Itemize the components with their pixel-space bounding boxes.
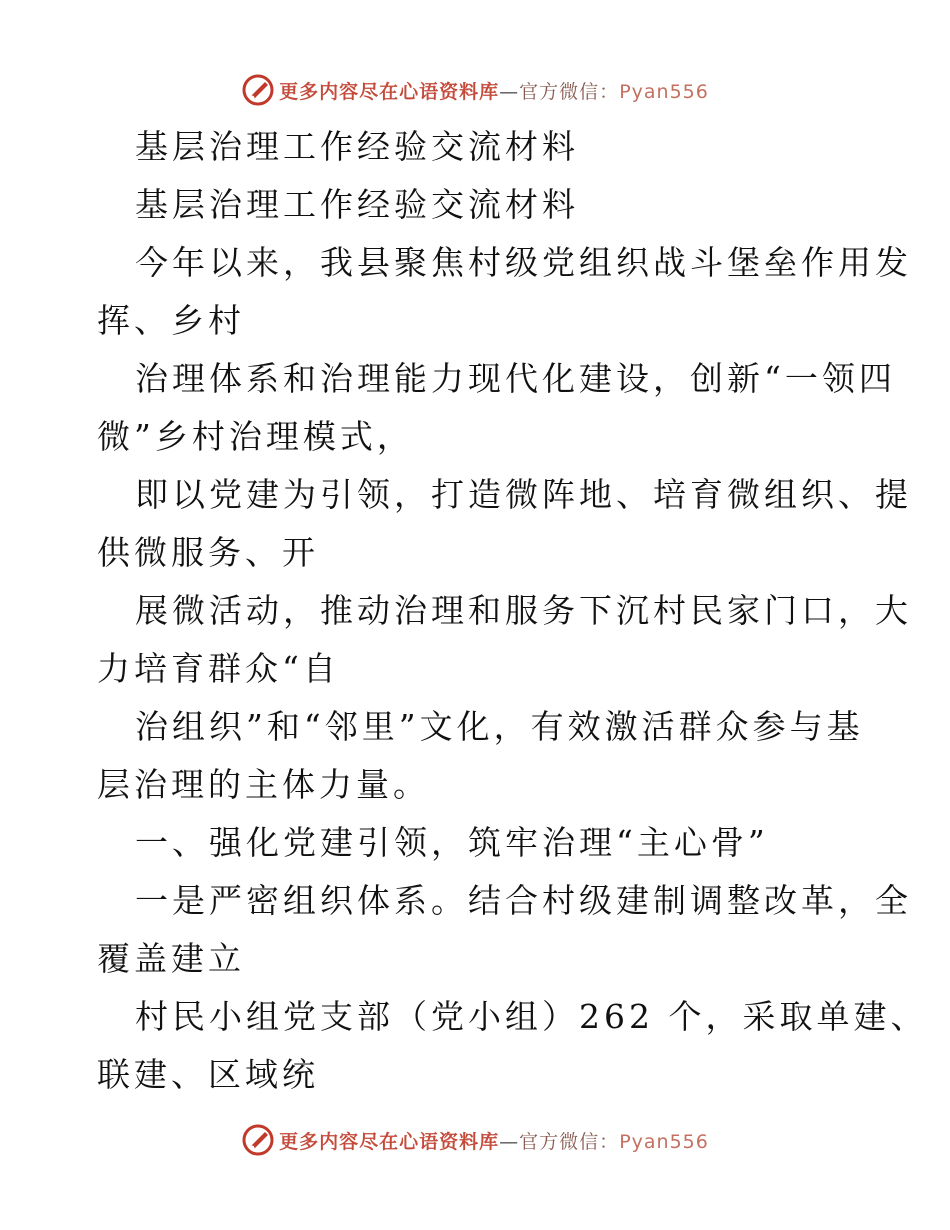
doc-line: 治理体系和治理能力现代化建设，创新“一领四 xyxy=(135,359,896,398)
doc-line: 即以党建为引领，打造微阵地、培育微组织、提 xyxy=(135,475,912,514)
doc-line: 覆盖建立 xyxy=(97,939,245,978)
doc-line: 村民小组党支部（党小组）262 个，采取单建、 xyxy=(135,997,928,1036)
doc-line: 治组织”和“邻里”文化，有效激活群众参与基 xyxy=(135,707,864,746)
doc-line: 一是严密组织体系。结合村级建制调整改革，全 xyxy=(135,881,912,920)
doc-line: 挥、乡村 xyxy=(97,301,245,340)
doc-title: 基层治理工作经验交流材料 xyxy=(135,127,579,166)
banner-text xyxy=(279,77,709,104)
banner-separator: — xyxy=(499,80,520,103)
banner-wechat-label: 官方微信： xyxy=(519,80,620,103)
header-banner xyxy=(0,70,950,110)
banner-wechat-label: 官方微信： xyxy=(519,1130,620,1153)
banner-site: 更多内容尽在心语资料库 xyxy=(279,80,500,103)
doc-line: 展微活动，推动治理和服务下沉村民家门口，大 xyxy=(135,591,912,630)
doc-line: 联建、区域统 xyxy=(97,1055,319,1094)
library-logo-icon xyxy=(241,73,275,107)
banner-wechat-id: Pyan556 xyxy=(619,1130,709,1153)
doc-subtitle: 基层治理工作经验交流材料 xyxy=(135,185,579,224)
library-logo-icon xyxy=(241,1123,275,1157)
banner-separator: — xyxy=(499,1130,520,1153)
doc-line: 今年以来，我县聚焦村级党组织战斗堡垒作用发 xyxy=(135,243,912,282)
footer-banner xyxy=(0,1120,950,1160)
doc-line: 微”乡村治理模式， xyxy=(97,417,414,456)
section-heading: 一、强化党建引领，筑牢治理“主心骨” xyxy=(135,823,769,862)
banner-text xyxy=(279,1127,709,1154)
doc-line: 力培育群众“自 xyxy=(97,649,340,688)
doc-line: 供微服务、开 xyxy=(97,533,319,572)
document-body xyxy=(97,118,928,1104)
doc-line: 层治理的主体力量。 xyxy=(97,765,430,804)
banner-wechat-id: Pyan556 xyxy=(619,80,709,103)
banner-site: 更多内容尽在心语资料库 xyxy=(279,1130,500,1153)
